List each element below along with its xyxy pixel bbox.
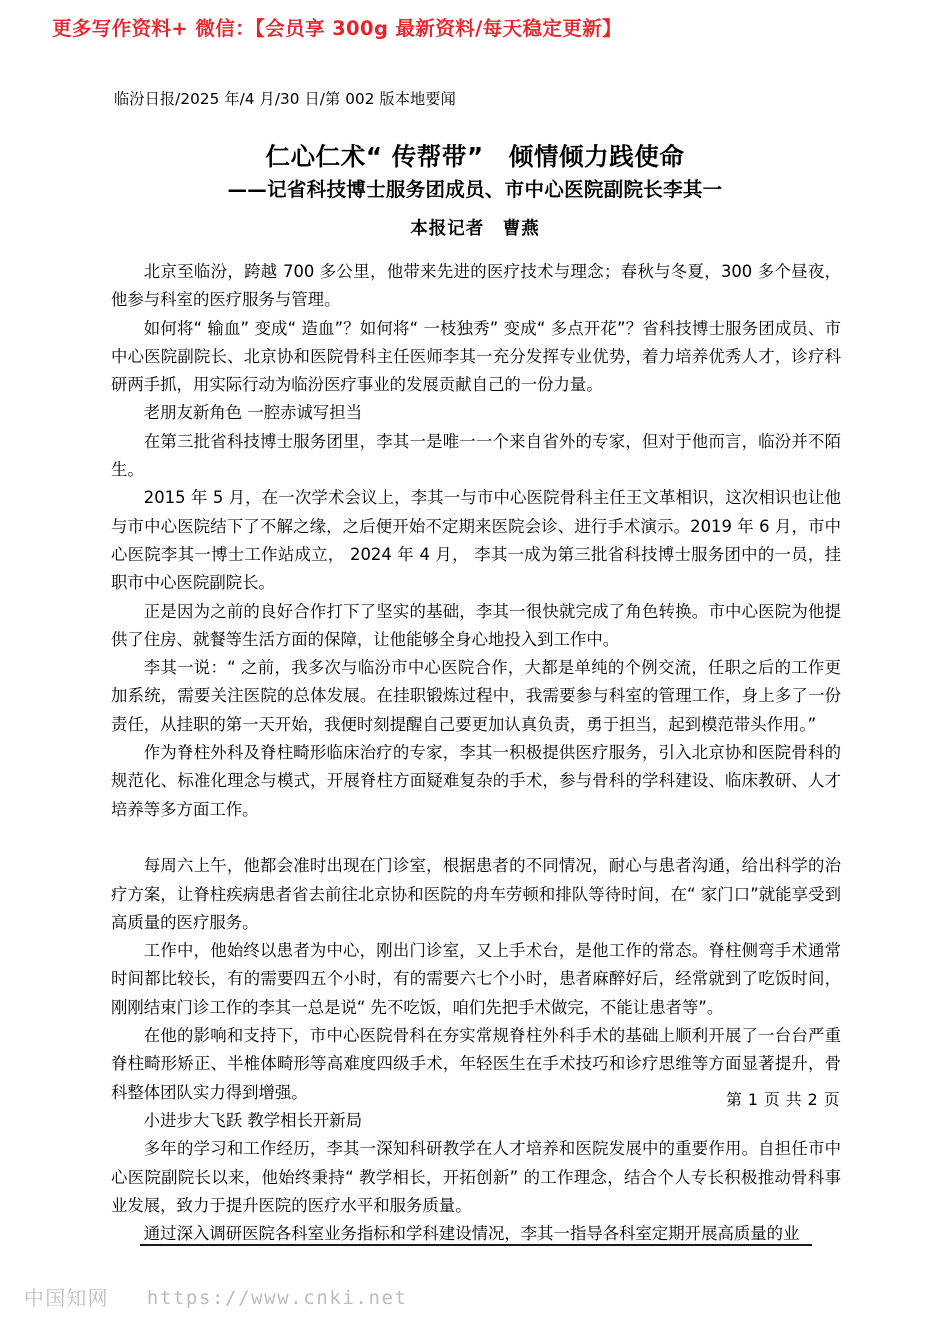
cnki-url-text: https://www.cnki.net (146, 1286, 408, 1309)
article-paragraph: 如何将“ 输血” 变成“ 造血”？如何将“ 一枝独秀” 变成“ 多点开花”？省科技博士服务团成员、市中心医院副院长、北京协和医院骨科主任医师李其一充分发挥专业优势，着力培养优秀人才，诊疗科研两手抓，用实际行动为临汾医疗事业的发展贡献自己的一份力量。 (111, 318, 841, 395)
article-paragraph: 多年的学习和工作经历，李其一深知科研教学在人才培养和医院发展中的重要作用。自担任市中心医院副院长以来，他始终秉持“ 教学相长，开拓创新” 的工作理念，结合个人专长积极推动骨科事业发展，致力于提升医院的医疗水平和服务质量。 (111, 1139, 841, 1215)
footer-divider (140, 1244, 812, 1246)
page-number-indicator: 第 1 页 共 2 页 (726, 1090, 840, 1109)
cnki-watermark (24, 1288, 408, 1308)
article-paragraph: 每周六上午，他都会准时出现在门诊室，根据患者的不同情况，耐心与患者沟通，给出科学的治疗方案，让脊柱疾病患者省去前往北京协和医院的舟车劳顿和排队等待时间，在“ 家门口”就能享受到高质量的医疗服务。 (111, 856, 841, 932)
article-paragraph: 通过深入调研医院各科室业务指标和学科建设情况，李其一指导各科室定期开展高质量的业 (143, 1224, 800, 1244)
page-subtitle: ——记省科技博士服务团成员、市中心医院副院长李其一 (227, 178, 723, 202)
promo-banner-text: 更多写作资料+ 微信：【会员享 300g 最新资料/每天稳定更新】 (52, 17, 622, 41)
page-title: 仁心仁术“ 传帮带” 倾情倾力践使命 (265, 142, 685, 171)
article-paragraph: 北京至临汾，跨越 700 多公里，他带来先进的医疗技术与理念；春秋与冬夏，300 多个昼夜，他参与科室的医疗服务与管理。 (111, 262, 841, 310)
article-subheading: 小进步大飞跃 教学相长开新局 (143, 1110, 363, 1130)
promo-banner (52, 14, 902, 44)
article-paragraph: 在他的影响和支持下，市中心医院骨科在夯实常规脊柱外科手术的基础上顺利开展了一台台严重脊柱畸形矫正、半椎体畸形等高难度四级手术，年轻医生在手术技巧和诊疗思维等方面显著提升，骨科整体团队实力得到增强。 (111, 1026, 841, 1102)
article-paragraph: 作为脊柱外科及脊柱畸形临床治疗的专家，李其一积极提供医疗服务，引入北京协和医院骨科的规范化、标准化理念与模式，开展脊柱方面疑难复杂的手术，参与骨科的学科建设、临床教研、人才培养等多方面工作。 (111, 743, 841, 819)
article-paragraph: 在第三批省科技博士服务团里，李其一是唯一一个来自省外的专家，但对于他而言，临汾并不陌生。 (111, 431, 841, 480)
article-paragraph: 工作中，他始终以患者为中心，刚出门诊室，又上手术台，是他工作的常态。脊柱侧弯手术通常时间都比较长，有的需要四五个小时，有的需要六七个小时，患者麻醉好后，经常就到了吃饭时间，刚刚结束门诊工作的李其一总是说“ 先不吃饭，咱们先把手术做完，不能让患者等”。 (111, 941, 841, 1017)
article-subheading: 老朋友新角色 一腔赤诚写担当 (143, 403, 363, 423)
newspaper-masthead: 临汾日报/2025 年/4 月/30 日/第 002 版本地要闻 (114, 90, 456, 108)
article-paragraph: 正是因为之前的良好合作打下了坚实的基础，李其一很快就完成了角色转换。市中心医院为他提供了住房、就餐等生活方面的保障，让他能够全身心地投入到工作中。 (111, 601, 841, 649)
article-paragraph: 2015 年 5 月，在一次学术会议上，李其一与市中心医院骨科主任王文革相识，这次相识也让他与市中心医院结下了不解之缘，之后便开始不定期来医院会诊、进行手术演示。2019 年 6 月，市中心医院李其一博士工作站成立， 2024 年 4 月， 李其一成为第三批省科技博士服务团中的一员，挂职市中心医院副院长。 (111, 488, 841, 593)
cnki-logo-icon: 中国知网 (24, 1286, 109, 1310)
article-byline: 本报记者 曹燕 (410, 219, 540, 239)
article-paragraph: 李其一说：“ 之前，我多次与临汾市中心医院合作，大都是单纯的个例交流，任职之后的工作更加系统，需要关注医院的总体发展。在挂职锻炼过程中，我需要参与科室的管理工作，身上多了一份责任，从挂职的第一天开始，我便时刻提醒自己要更加认真负责，勇于担当，起到模范带头作用。” (111, 658, 841, 734)
headline-block (110, 140, 840, 203)
